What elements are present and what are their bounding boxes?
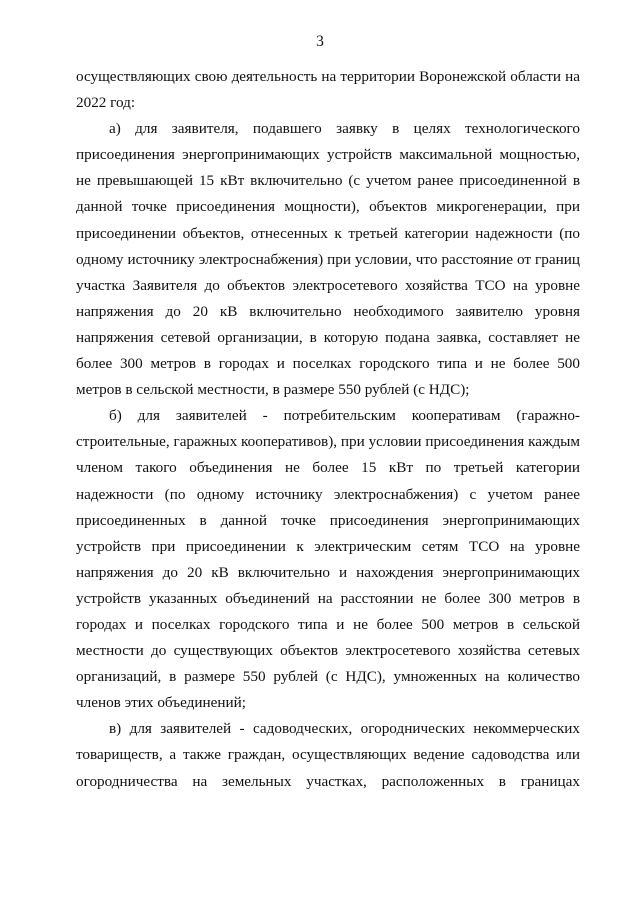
- document-body: [76, 64, 580, 795]
- paragraph-item-v: в) для заявителей - садоводческих, огороднических некоммерческих товариществ, а также граждан, осуществляющих ведение садоводства или огородничества на земельных участках, расположенных в границах: [76, 720, 580, 790]
- paragraph-item-b: б) для заявителей - потребительским кооперативам (гаражно-строительные, гаражных кооперативов), при условии присоединения каждым членом такого объединения не более 15 кВт по третьей категории надежности (по одному источнику электроснабжения) с учетом ранее присоединенных в данной точке присоединения энергопринимающих устройств при присоединении к электрическим сетям ТСО на уровне напряжения до 20 кВ включительно и нахождения энергопринимающих устройств указанных объединений на расстоянии не более 300 метров в городах и поселках городского типа и не более 500 метров в сельской местности до существующих объектов электросетевого хозяйства сетевых организаций, в размере 550 рублей (с НДС), умноженных на количество членов этих объединений;: [76, 407, 580, 712]
- paragraph-item-a: а) для заявителя, подавшего заявку в целях технологического присоединения энергопринимающих устройств максимальной мощностью, не превышающей 15 кВт включительно (с учетом ранее присоединенной в данной точке присоединения мощности), объектов микрогенерации, при присоединении объектов, отнесенных к третьей категории надежности (по одному источнику электроснабжения) при условии, что расстояние от границ участка Заявителя до объектов электросетевого хозяйства ТСО на уровне напряжения до 20 кВ включительно необходимого заявителю уровня напряжения сетевой организации, в которую подана заявка, составляет не более 300 метров в городах и поселках городского типа и не более 500 метров в сельской местности, в размере 550 рублей (с НДС);: [76, 120, 580, 399]
- paragraph-continuation: осуществляющих свою деятельность на территории Воронежской области на 2022 год:: [76, 68, 580, 112]
- page-number: 3: [316, 33, 324, 50]
